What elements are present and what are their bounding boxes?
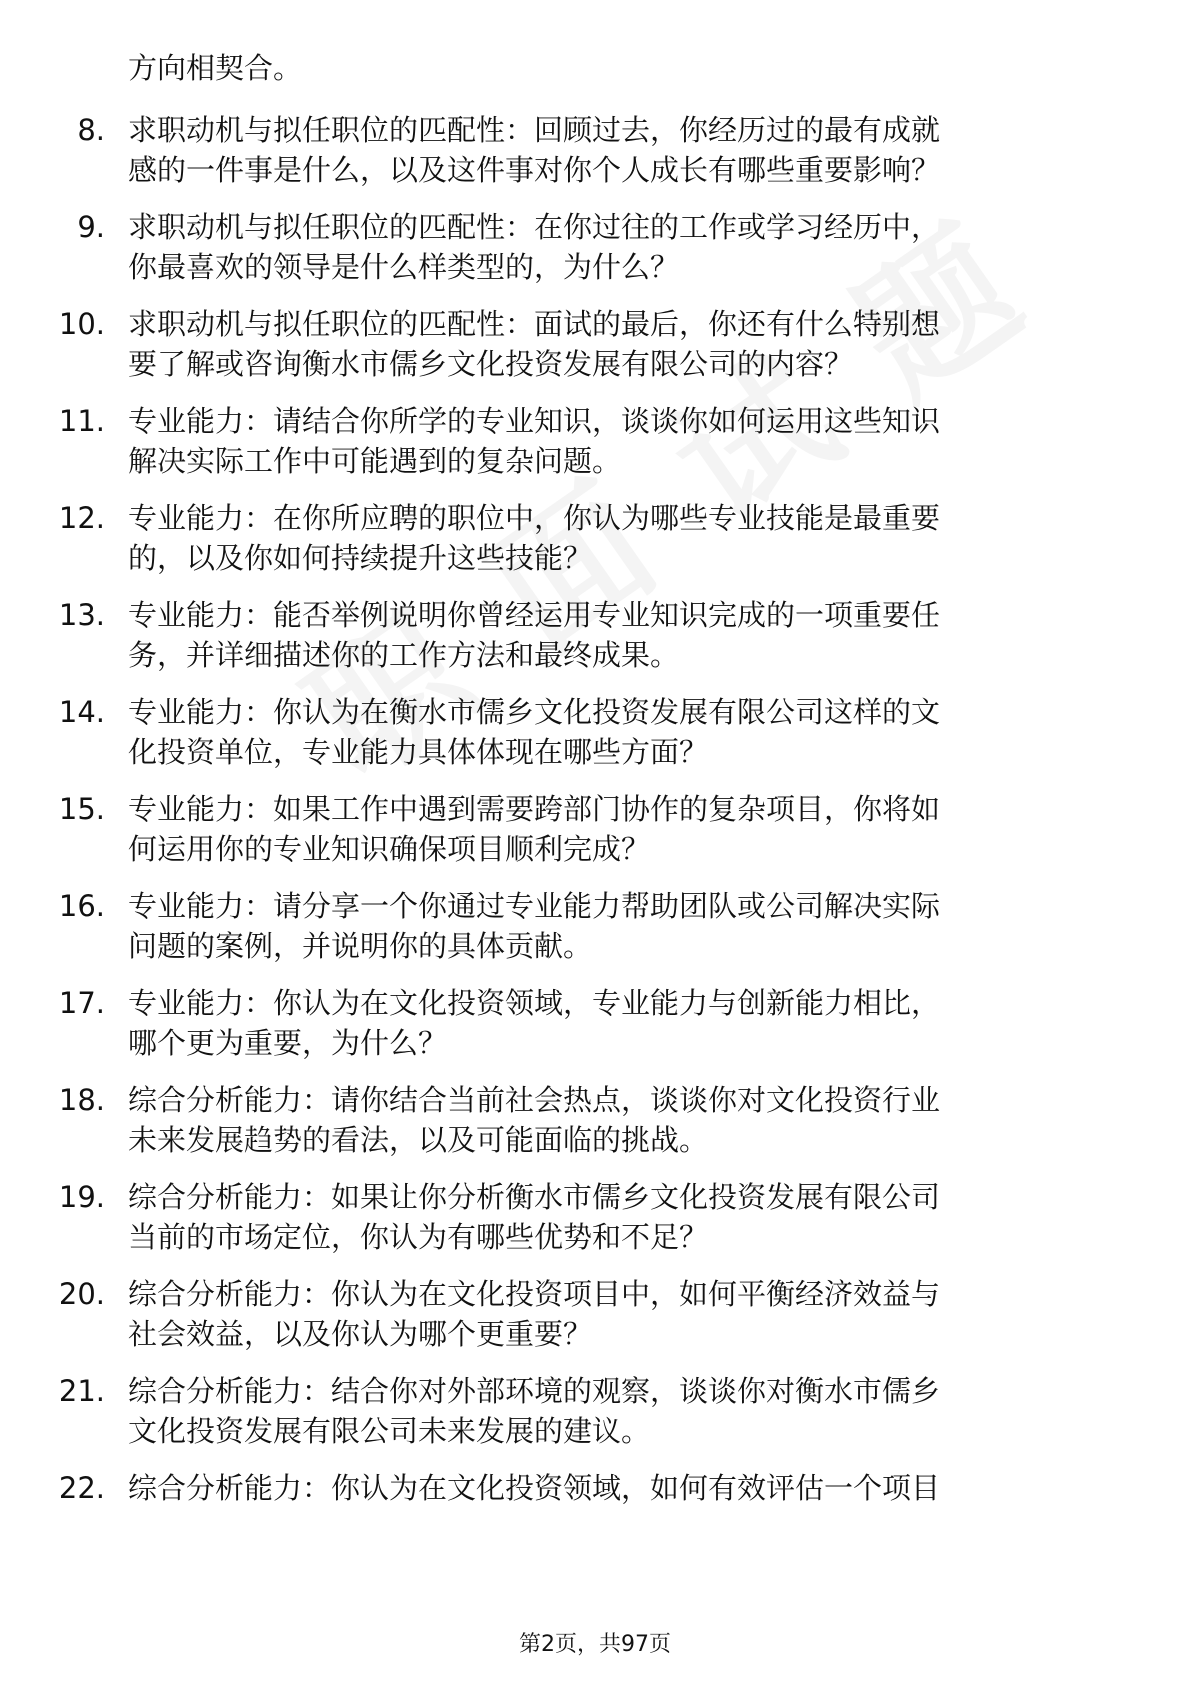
question-item xyxy=(0,1274,1190,1364)
question-item xyxy=(0,498,1190,588)
question-text-line2: 哪个更为重要，为什么？ xyxy=(128,1026,448,1060)
question-text-line1: 专业能力：请结合你所学的专业知识，谈谈你如何运用这些知识 xyxy=(128,404,941,438)
question-number: 14. xyxy=(58,695,105,729)
question-item xyxy=(0,110,1190,200)
question-item xyxy=(0,692,1190,782)
question-item xyxy=(0,983,1190,1073)
question-number: 15. xyxy=(58,792,105,826)
question-text-line2: 化投资单位，专业能力具体体现在哪些方面？ xyxy=(128,735,709,769)
question-text-line2: 的，以及你如何持续提升这些技能？ xyxy=(128,541,593,575)
question-item xyxy=(0,1371,1190,1461)
question-text-line1: 综合分析能力：你认为在文化投资领域，如何有效评估一个项目 xyxy=(128,1471,941,1505)
question-text-line2: 感的一件事是什么，以及这件事对你个人成长有哪些重要影响？ xyxy=(128,153,941,187)
question-item xyxy=(0,207,1190,297)
page-footer: 第2页，共97页 xyxy=(519,1632,671,1657)
question-number: 19. xyxy=(58,1180,105,1214)
question-text-line2: 文化投资发展有限公司未来发展的建议。 xyxy=(128,1414,651,1448)
question-text-line1: 求职动机与拟任职位的匹配性：回顾过去，你经历过的最有成就 xyxy=(128,113,941,147)
question-text-line1: 专业能力：在你所应聘的职位中，你认为哪些专业技能是最重要 xyxy=(128,501,941,535)
question-text-line1: 专业能力：你认为在文化投资领域，专业能力与创新能力相比， xyxy=(128,986,941,1020)
question-item xyxy=(0,886,1190,976)
question-number: 12. xyxy=(58,501,105,535)
question-number: 13. xyxy=(58,598,105,632)
question-number: 18. xyxy=(58,1083,105,1117)
question-item xyxy=(0,401,1190,491)
question-item xyxy=(0,1080,1190,1170)
continuation-text: 方向相契合。 xyxy=(128,51,303,85)
question-text-line2: 未来发展趋势的看法，以及可能面临的挑战。 xyxy=(128,1123,709,1157)
question-text-line1: 求职动机与拟任职位的匹配性：在你过往的工作或学习经历中， xyxy=(128,210,941,244)
question-text-line2: 你最喜欢的领导是什么样类型的，为什么？ xyxy=(128,250,680,284)
question-text-line2: 要了解或咨询衡水市儒乡文化投资发展有限公司的内容？ xyxy=(128,347,854,381)
question-text-line1: 专业能力：请分享一个你通过专业能力帮助团队或公司解决实际 xyxy=(128,889,941,923)
question-number: 20. xyxy=(58,1277,105,1311)
question-item xyxy=(0,595,1190,685)
question-text-line2: 社会效益，以及你认为哪个更重要？ xyxy=(128,1317,593,1351)
question-item xyxy=(0,304,1190,394)
question-text-line1: 综合分析能力：你认为在文化投资项目中，如何平衡经济效益与 xyxy=(128,1277,941,1311)
question-text-line2: 解决实际工作中可能遇到的复杂问题。 xyxy=(128,444,622,478)
question-text-line2: 何运用你的专业知识确保项目顺利完成？ xyxy=(128,832,651,866)
question-text-line1: 综合分析能力：结合你对外部环境的观察，谈谈你对衡水市儒乡 xyxy=(128,1374,941,1408)
question-text-line1: 综合分析能力：请你结合当前社会热点，谈谈你对文化投资行业 xyxy=(128,1083,941,1117)
question-number: 17. xyxy=(58,986,105,1020)
question-text-line1: 综合分析能力：如果让你分析衡水市儒乡文化投资发展有限公司 xyxy=(128,1180,941,1214)
question-number: 9. xyxy=(77,210,105,244)
question-text-line2: 务，并详细描述你的工作方法和最终成果。 xyxy=(128,638,680,672)
question-number: 21. xyxy=(58,1374,105,1408)
question-number: 10. xyxy=(58,307,105,341)
question-number: 16. xyxy=(58,889,105,923)
question-number: 11. xyxy=(58,404,105,438)
question-text-line1: 专业能力：能否举例说明你曾经运用专业知识完成的一项重要任 xyxy=(128,598,941,632)
question-item xyxy=(0,1468,1190,1558)
question-text-line1: 求职动机与拟任职位的匹配性：面试的最后，你还有什么特别想 xyxy=(128,307,941,341)
question-item xyxy=(0,1177,1190,1267)
question-number: 8. xyxy=(77,113,105,147)
question-text-line1: 专业能力：如果工作中遇到需要跨部门协作的复杂项目，你将如 xyxy=(128,792,941,826)
question-number: 22. xyxy=(58,1471,105,1505)
question-text-line1: 专业能力：你认为在衡水市儒乡文化投资发展有限公司这样的文 xyxy=(128,695,941,729)
question-text-line2: 问题的案例，并说明你的具体贡献。 xyxy=(128,929,593,963)
question-text-line2: 当前的市场定位，你认为有哪些优势和不足？ xyxy=(128,1220,709,1254)
question-item xyxy=(0,789,1190,879)
